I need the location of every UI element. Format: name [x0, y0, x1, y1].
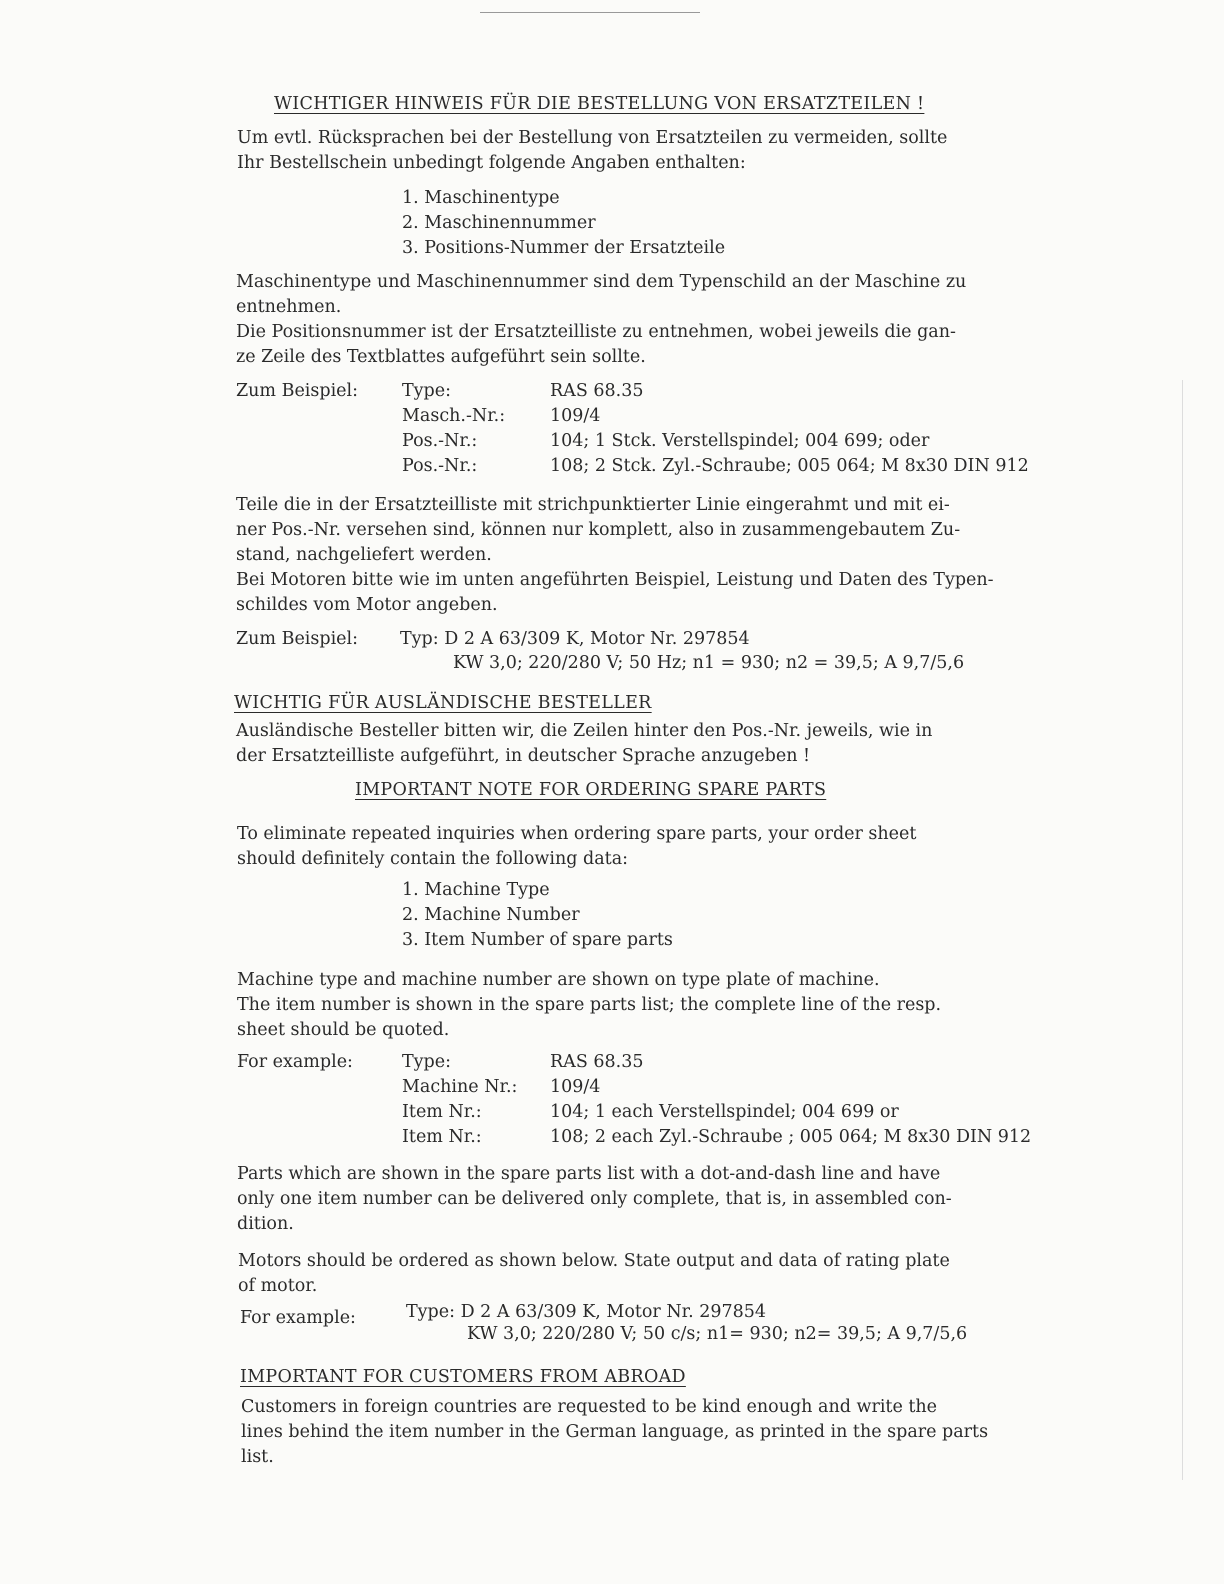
en-heading: IMPORTANT NOTE FOR ORDERING SPARE PARTS: [355, 780, 827, 800]
text-line: list.: [241, 1447, 274, 1467]
en-paragraph-3: [237, 1162, 952, 1237]
text-line: only one item number can be delivered only complete, that is, in assembled con-: [237, 1189, 952, 1209]
text-line: Teile die in der Ersatzteilliste mit strichpunktierter Linie eingerahmt und mit ei-: [236, 495, 950, 515]
example-row: Pos.-Nr.: 104; 1 Stck. Verstellspindel; 004 699; oder: [402, 431, 930, 451]
text-line: Maschinentype und Maschinennummer sind dem Typenschild an der Maschine zu: [236, 272, 967, 292]
de-abroad-heading: WICHTIG FÜR AUSLÄNDISCHE BESTELLER: [234, 693, 652, 713]
text-line: Die Positionsnummer ist der Ersatzteilliste zu entnehmen, wobei jeweils die gan-: [236, 322, 956, 342]
text-line: lines behind the item number in the German language, as printed in the spare parts: [241, 1422, 989, 1442]
en-motor-label: For example:: [240, 1308, 356, 1328]
en-abroad-heading: IMPORTANT FOR CUSTOMERS FROM ABROAD: [240, 1367, 686, 1387]
list-item: 3. Item Number of spare parts: [402, 930, 673, 950]
text-line: stand, nachgeliefert werden.: [236, 545, 492, 565]
scan-artifact-edge: [1182, 380, 1183, 1480]
list-item: 2. Maschinennummer: [402, 213, 596, 233]
example-row: Item Nr.: 104; 1 each Verstellspindel; 004 699 or: [402, 1102, 899, 1122]
text-line: Ausländische Besteller bitten wir, die Zeilen hinter den Pos.-Nr. jeweils, wie in: [236, 721, 933, 741]
de-example-label: Zum Beispiel:: [236, 381, 359, 401]
de-paragraph-2: [236, 270, 966, 370]
de-example-table: [402, 379, 1029, 479]
text-line: schildes vom Motor angeben.: [236, 595, 498, 615]
text-line: ze Zeile des Textblattes aufgeführt sein sollte.: [236, 347, 646, 367]
en-motor-line-2: KW 3,0; 220/280 V; 50 c/s; n1= 930; n2= 39,5; A 9,7/5,6: [467, 1324, 968, 1344]
en-paragraph-2: [237, 968, 941, 1043]
example-row: Item Nr.: 108; 2 each Zyl.-Schraube ; 005 064; M 8x30 DIN 912: [402, 1127, 1032, 1147]
de-motor-line-2: KW 3,0; 220/280 V; 50 Hz; n1 = 930; n2 = 39,5; A 9,7/5,6: [453, 653, 965, 673]
de-motor-label: Zum Beispiel:: [236, 629, 359, 649]
text-line: Motors should be ordered as shown below. State output and data of rating plate: [238, 1251, 950, 1271]
de-heading: WICHTIGER HINWEIS FÜR DIE BESTELLUNG VON ERSATZTEILEN !: [274, 94, 925, 114]
list-item: 3. Positions-Nummer der Ersatzteile: [402, 238, 726, 258]
example-row: Type: RAS 68.35: [402, 381, 644, 401]
text-line: To eliminate repeated inquiries when ordering spare parts, your order sheet: [237, 824, 917, 844]
list-item: 1. Maschinentype: [402, 188, 560, 208]
text-line: should definitely contain the following data:: [237, 849, 629, 869]
de-paragraph-3: [236, 493, 994, 618]
text-line: Bei Motoren bitte wie im unten angeführten Beispiel, Leistung und Daten des Typen-: [236, 570, 994, 590]
example-row: Pos.-Nr.: 108; 2 Stck. Zyl.-Schraube; 005 064; M 8x30 DIN 912: [402, 456, 1029, 476]
de-required-list: [402, 186, 725, 261]
text-line: of motor.: [238, 1276, 318, 1296]
en-abroad-text: [241, 1395, 988, 1470]
text-line: ner Pos.-Nr. versehen sind, können nur komplett, also in zusammengebautem Zu-: [236, 520, 961, 540]
de-intro: [237, 126, 947, 176]
text-line: Um evtl. Rücksprachen bei der Bestellung von Ersatzteilen zu vermeiden, sollte: [237, 128, 948, 148]
list-item: 1. Machine Type: [402, 880, 550, 900]
text-line: Machine type and machine number are shown on type plate of machine.: [237, 970, 880, 990]
en-paragraph-4: [238, 1249, 950, 1299]
scan-artifact-line: [480, 12, 700, 13]
text-line: Parts which are shown in the spare parts list with a dot-and-dash line and have: [237, 1164, 941, 1184]
text-line: Customers in foreign countries are requested to be kind enough and write the: [241, 1397, 938, 1417]
list-item: 2. Machine Number: [402, 905, 580, 925]
text-line: sheet should be quoted.: [237, 1020, 450, 1040]
en-intro: [237, 822, 916, 872]
en-required-list: [402, 878, 673, 953]
en-example-table: [402, 1050, 1031, 1150]
text-line: The item number is shown in the spare parts list; the complete line of the resp.: [237, 995, 942, 1015]
de-motor-line-1: Typ: D 2 A 63/309 K, Motor Nr. 297854: [400, 629, 750, 649]
text-line: der Ersatzteilliste aufgeführt, in deutscher Sprache anzugeben !: [236, 746, 811, 766]
text-line: entnehmen.: [236, 297, 342, 317]
en-example-label: For example:: [237, 1052, 353, 1072]
example-row: Type: RAS 68.35: [402, 1052, 644, 1072]
en-motor-line-1: Type: D 2 A 63/309 K, Motor Nr. 297854: [406, 1302, 767, 1322]
text-line: dition.: [237, 1214, 294, 1234]
de-abroad-text: [236, 719, 932, 769]
example-row: Machine Nr.: 109/4: [402, 1077, 601, 1097]
text-line: Ihr Bestellschein unbedingt folgende Angaben enthalten:: [237, 153, 746, 173]
example-row: Masch.-Nr.: 109/4: [402, 406, 601, 426]
